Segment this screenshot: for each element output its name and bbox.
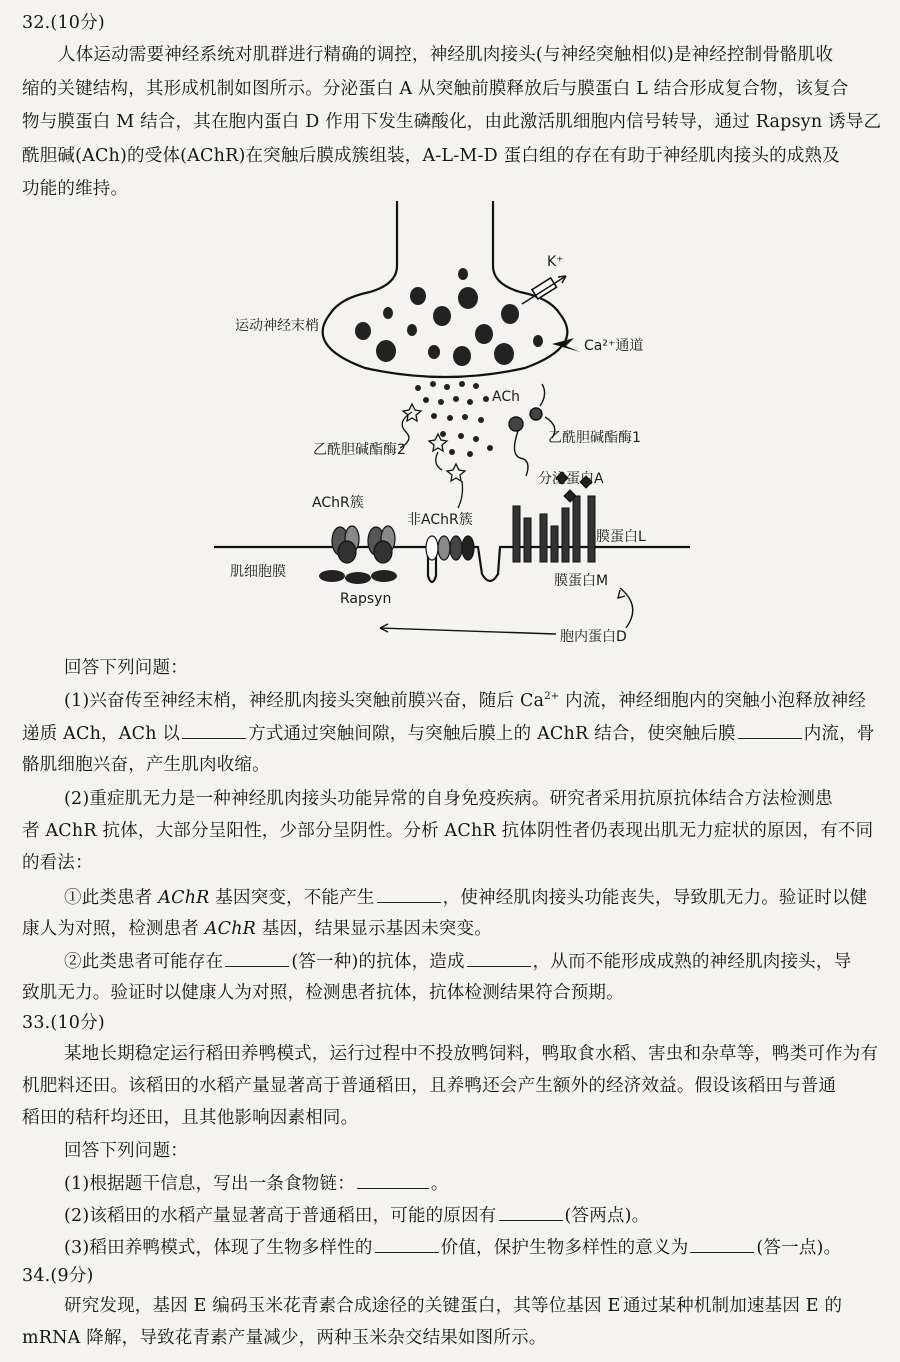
q32-intro-line-4: 酰胆碱(ACh)的受体(AChR)在突触后膜成簇组装，A-L-M-D 蛋白组的存在有助于神经肌肉接头的成熟及 (22, 146, 840, 166)
answer-blank-33-4[interactable] (690, 1236, 754, 1253)
q32-part2-option2-line2: 致肌无力。验证时以健康人为对照，检测患者抗体，抗体检测结果符合预期。 (22, 983, 624, 1003)
answer-blank-33-2[interactable] (499, 1204, 563, 1221)
q32-header: 32.(10分) (22, 13, 105, 33)
rapsyn-label: Rapsyn (340, 591, 392, 607)
achr-cluster (332, 526, 395, 563)
axon-wall-left (370, 201, 397, 292)
non-achr-cluster (426, 536, 474, 560)
q32-intro-line-5: 功能的维持。 (22, 179, 129, 199)
ach-label: ACh (492, 389, 520, 405)
muscle-cell-membrane-label: 肌细胞膜 (230, 564, 286, 580)
protein-d-arrow-left (380, 628, 556, 634)
protein-d-label: 胞内蛋白D (560, 629, 627, 645)
answer-blank-2-3[interactable] (467, 950, 531, 967)
non-achr-cluster-label: 非AChR簇 (407, 512, 473, 528)
q33-answer-prompt: 回答下列问题： (64, 1141, 188, 1161)
q32-intro-line-3: 物与膜蛋白 M 结合，其在胞内蛋白 D 作用下发生磷酸化，由此激活肌细胞内信号转导，通过 Rapsyn 诱导乙 (22, 112, 882, 132)
q33-intro-line-2: 机肥料还田。该稻田的水稻产量显著高于普通稻田，且养鸭还会产生额外的经济效益。假设该稻田与普通 (22, 1076, 837, 1096)
secreted-protein-a-label: 分泌蛋白A (538, 471, 604, 487)
q32-part2-line3: 的看法： (22, 853, 93, 873)
q33-intro-line-1: 某地长期稳定运行稻田养鸭模式，运行过程中不投放鸭饲料，鸭取食水稻、害虫和杂草等，鸭类可作为有 (64, 1044, 879, 1064)
q32-part2-option1-line1: ①此类患者 AChR 基因突变，不能产生 ，使神经肌肉接头功能丧失，导致肌无力。验证时以健 (64, 888, 868, 908)
motor-nerve-ending-label: 运动神经末梢 (235, 318, 319, 334)
q32-part1-line1: (1)兴奋传至神经末梢，神经肌肉接头突触前膜兴奋，随后 $Ca^{2+}$ 内流，神经细胞内的突触小泡释放神经 (64, 691, 867, 711)
answer-blank-33-3[interactable] (375, 1236, 439, 1253)
neuromuscular-junction-diagram (200, 196, 700, 656)
q32-part2-option1-line2: 康人为对照，检测患者 AChR 基因，结果显示基因未突变。 (22, 919, 492, 939)
membrane-protein-complexes (513, 496, 595, 562)
q32-part2-line2: 者 AChR 抗体，大部分呈阳性，少部分呈阴性。分析 AChR 抗体阴性者仍表现出肌无力症状的原因，有不同 (22, 821, 874, 841)
ache2-label: 乙酰胆碱酯酶2 (313, 442, 406, 458)
ache2-enzymes (400, 404, 465, 508)
answer-blank-2-1[interactable] (377, 886, 441, 903)
ca-channel-label: Ca²⁺通道 (584, 338, 644, 354)
answer-blank-2-2[interactable] (225, 950, 289, 967)
q33-intro-line-3: 稻田的秸秆均还田，且其他影响因素相同。 (22, 1108, 359, 1128)
q33-part3: (3)稻田养鸭模式，体现了生物多样性的 价值，保护生物多样性的意义为 (答一点)。 (64, 1238, 842, 1258)
q32-part1-line2: 递质 ACh，ACh 以 方式通过突触间隙，与突触后膜上的 AChR 结合，使突触后膜 内流，骨 (22, 724, 875, 744)
k-label: K⁺ (547, 254, 564, 270)
q33-header: 33.(10分) (22, 1013, 105, 1033)
q34-intro-line-1: 研究发现，基因 E 编码玉米花青素合成途径的关键蛋白，其等位基因 E′通过某种机制加速基因 E 的 (64, 1296, 843, 1316)
ache1-label: 乙酰胆碱酯酶1 (548, 430, 641, 446)
q32-answer-prompt: 回答下列问题： (64, 658, 188, 678)
rapsyn-proteins (319, 570, 397, 584)
q32-part2-line1: (2)重症肌无力是一种神经肌肉接头功能异常的自身免疫疾病。研究者采用抗原抗体结合方法检测患 (64, 789, 833, 809)
membrane-protein-m-label: 膜蛋白M (554, 573, 609, 589)
q34-header: 34.(9分) (22, 1266, 94, 1286)
answer-blank-1-1[interactable] (182, 722, 246, 739)
achr-cluster-label: AChR簇 (312, 495, 364, 511)
q32-part2-option2-line1: ②此类患者可能存在 (答一种)的抗体，造成 ，从而不能形成成熟的神经肌肉接头，导 (64, 952, 852, 972)
q33-part2: (2)该稻田的水稻产量显著高于普通稻田，可能的原因有 (答两点)。 (64, 1206, 650, 1226)
q32-intro-line-2: 缩的关键结构，其形成机制如图所示。分泌蛋白 A 从突触前膜释放后与膜蛋白 L 结合形成复合物，该复合 (22, 79, 849, 99)
synaptic-vesicles (355, 268, 543, 366)
q33-part1: (1)根据题干信息，写出一条食物链： 。 (64, 1174, 449, 1194)
q32-part1-line3: 骼肌细胞兴奋，产生肌肉收缩。 (22, 755, 270, 775)
q34-intro-line-2: mRNA 降解，导致花青素产量减少，两种玉米杂交结果如图所示。 (22, 1328, 547, 1348)
q32-intro-line-1: 人体运动需要神经系统对肌群进行精确的调控，神经肌肉接头(与神经突触相似)是神经控制骨骼肌收 (58, 45, 834, 65)
ach-molecules (415, 381, 493, 457)
answer-blank-1-2[interactable] (738, 722, 802, 739)
axon-wall-right (493, 201, 520, 292)
protein-d-arrow-up (620, 588, 633, 628)
answer-blank-33-1[interactable] (357, 1172, 429, 1189)
membrane-protein-l-label: 膜蛋白L (596, 529, 646, 545)
